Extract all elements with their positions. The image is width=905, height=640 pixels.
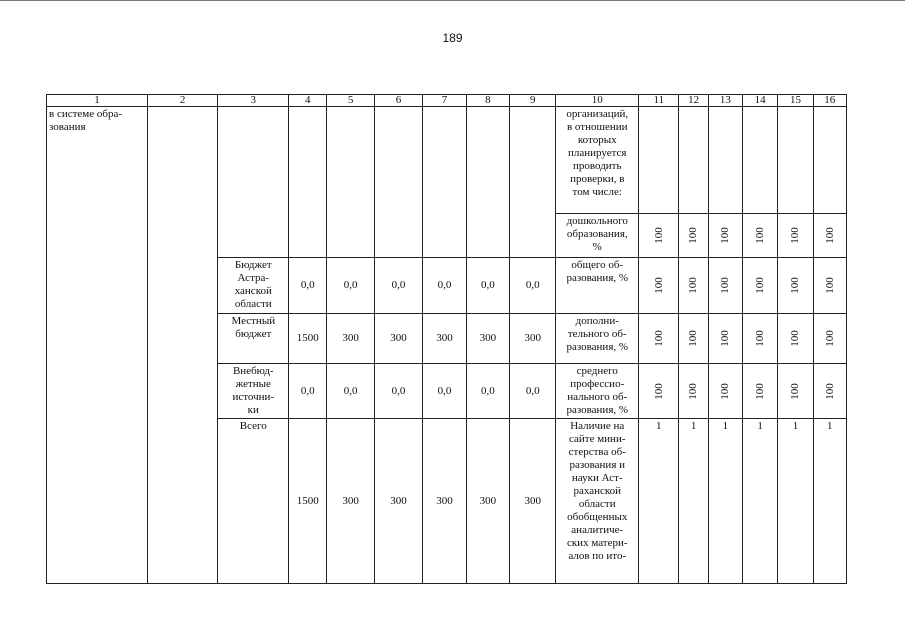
value-text: 100 (652, 227, 665, 244)
finance-cell: 0,0 (423, 364, 466, 419)
value-cell: 1 (679, 419, 708, 584)
finance-cell (289, 107, 327, 258)
finance-cell: 300 (374, 314, 422, 364)
value-text: 100 (753, 277, 766, 294)
value-cell (679, 214, 708, 258)
program-table (46, 94, 847, 584)
column-header: 8 (466, 95, 509, 107)
header-row (47, 95, 847, 107)
value-text: 100 (687, 330, 700, 347)
value-text: 100 (823, 227, 836, 244)
value-cell (708, 258, 742, 314)
indicator-label: среднего профессио- нального об- разования, % (556, 364, 639, 419)
finance-cell: 300 (423, 314, 466, 364)
value-cell (778, 364, 813, 419)
finance-cell: 0,0 (466, 364, 509, 419)
indicator-label: организаций, в отношении которых планируется проводить проверки, в том числе: (556, 107, 639, 214)
page-top-edge (0, 0, 905, 1)
source-cell (218, 107, 289, 258)
value-text: 100 (788, 382, 801, 400)
value-cell (743, 314, 778, 364)
finance-cell: 300 (327, 419, 374, 584)
value-text: 100 (687, 277, 700, 294)
value-cell (778, 107, 813, 214)
value-text: 100 (823, 382, 836, 400)
value-cell (679, 364, 708, 419)
finance-cell: 300 (510, 314, 556, 364)
value-cell (743, 364, 778, 419)
finance-cell: 0,0 (289, 364, 327, 419)
indicator-label: дополни- тельного об- разования, % (556, 314, 639, 364)
finance-cell: 1500 (289, 314, 327, 364)
value-cell: 1 (778, 419, 813, 584)
value-text: 100 (718, 227, 731, 244)
column-header: 4 (289, 95, 327, 107)
value-cell (639, 214, 679, 258)
value-text: 100 (753, 382, 766, 400)
column-header: 11 (639, 95, 679, 107)
value-cell: 1 (813, 419, 846, 584)
value-cell (743, 258, 778, 314)
finance-cell: 0,0 (327, 364, 374, 419)
value-cell (708, 364, 742, 419)
value-text: 100 (687, 227, 700, 244)
value-cell (813, 214, 846, 258)
value-cell (813, 314, 846, 364)
value-text: 100 (788, 277, 801, 294)
indicator-label: дошкольного образования, % (556, 214, 639, 258)
column-header: 14 (743, 95, 778, 107)
finance-cell (327, 107, 374, 258)
finance-cell (423, 107, 466, 258)
column-header: 10 (556, 95, 639, 107)
column-header: 13 (708, 95, 742, 107)
value-cell (743, 214, 778, 258)
finance-cell (374, 107, 422, 258)
value-cell (743, 107, 778, 214)
finance-cell: 300 (423, 419, 466, 584)
finance-cell (510, 107, 556, 258)
source-cell: Всего (218, 419, 289, 584)
finance-cell: 0,0 (510, 258, 556, 314)
value-text: 100 (652, 330, 665, 347)
value-cell (639, 314, 679, 364)
value-cell: 1 (743, 419, 778, 584)
value-cell (639, 258, 679, 314)
finance-cell: 0,0 (289, 258, 327, 314)
value-text: 100 (718, 330, 731, 347)
value-cell (639, 107, 679, 214)
value-cell (813, 107, 846, 214)
column-header: 7 (423, 95, 466, 107)
value-text: 100 (718, 277, 731, 294)
column-header: 15 (778, 95, 813, 107)
finance-cell (466, 107, 509, 258)
indicator-label: общего об- разования, % (556, 258, 639, 314)
direction-cell: в системе обра- зования (47, 107, 148, 584)
value-cell: 1 (708, 419, 742, 584)
value-cell (679, 107, 708, 214)
value-text: 100 (687, 382, 700, 400)
value-text: 100 (753, 330, 766, 347)
finance-cell: 1500 (289, 419, 327, 584)
finance-cell: 0,0 (510, 364, 556, 419)
finance-cell: 300 (466, 314, 509, 364)
column-header: 9 (510, 95, 556, 107)
value-text: 100 (788, 330, 801, 347)
finance-cell: 300 (327, 314, 374, 364)
value-cell (778, 258, 813, 314)
value-text: 100 (652, 277, 665, 294)
value-text: 100 (788, 227, 801, 244)
value-cell (813, 258, 846, 314)
value-cell (778, 314, 813, 364)
column-header: 1 (47, 95, 148, 107)
finance-cell: 0,0 (327, 258, 374, 314)
value-cell: 1 (639, 419, 679, 584)
finance-cell: 0,0 (374, 364, 422, 419)
value-cell (679, 258, 708, 314)
value-cell (708, 314, 742, 364)
value-cell (639, 364, 679, 419)
column-header: 5 (327, 95, 374, 107)
value-cell (708, 107, 742, 214)
finance-cell: 300 (374, 419, 422, 584)
page-number: 189 (442, 31, 463, 45)
finance-cell: 300 (466, 419, 509, 584)
indicator-label: Наличие на сайте мини- стерства об- разования и науки Аст- раханской области обобщенных аналитиче- ских матери- алов по ито- (556, 419, 639, 584)
finance-cell: 0,0 (423, 258, 466, 314)
source-cell: Внебюд- жетные источни- ки (218, 364, 289, 419)
value-cell (679, 314, 708, 364)
finance-cell: 0,0 (466, 258, 509, 314)
finance-cell: 0,0 (374, 258, 422, 314)
column-header: 12 (679, 95, 708, 107)
value-cell (778, 214, 813, 258)
value-text: 100 (753, 227, 766, 244)
table-row (47, 107, 847, 214)
value-cell (813, 364, 846, 419)
value-text: 100 (718, 382, 731, 400)
value-text: 100 (652, 382, 665, 400)
column-header: 6 (374, 95, 422, 107)
source-cell: Бюджет Астра- ханской области (218, 258, 289, 314)
column-header: 3 (218, 95, 289, 107)
empty-cell (147, 107, 218, 584)
value-text: 100 (823, 277, 836, 294)
column-header: 2 (147, 95, 218, 107)
value-text: 100 (823, 330, 836, 347)
value-cell (708, 214, 742, 258)
column-header: 16 (813, 95, 846, 107)
source-cell: Местный бюджет (218, 314, 289, 364)
finance-cell: 300 (510, 419, 556, 584)
